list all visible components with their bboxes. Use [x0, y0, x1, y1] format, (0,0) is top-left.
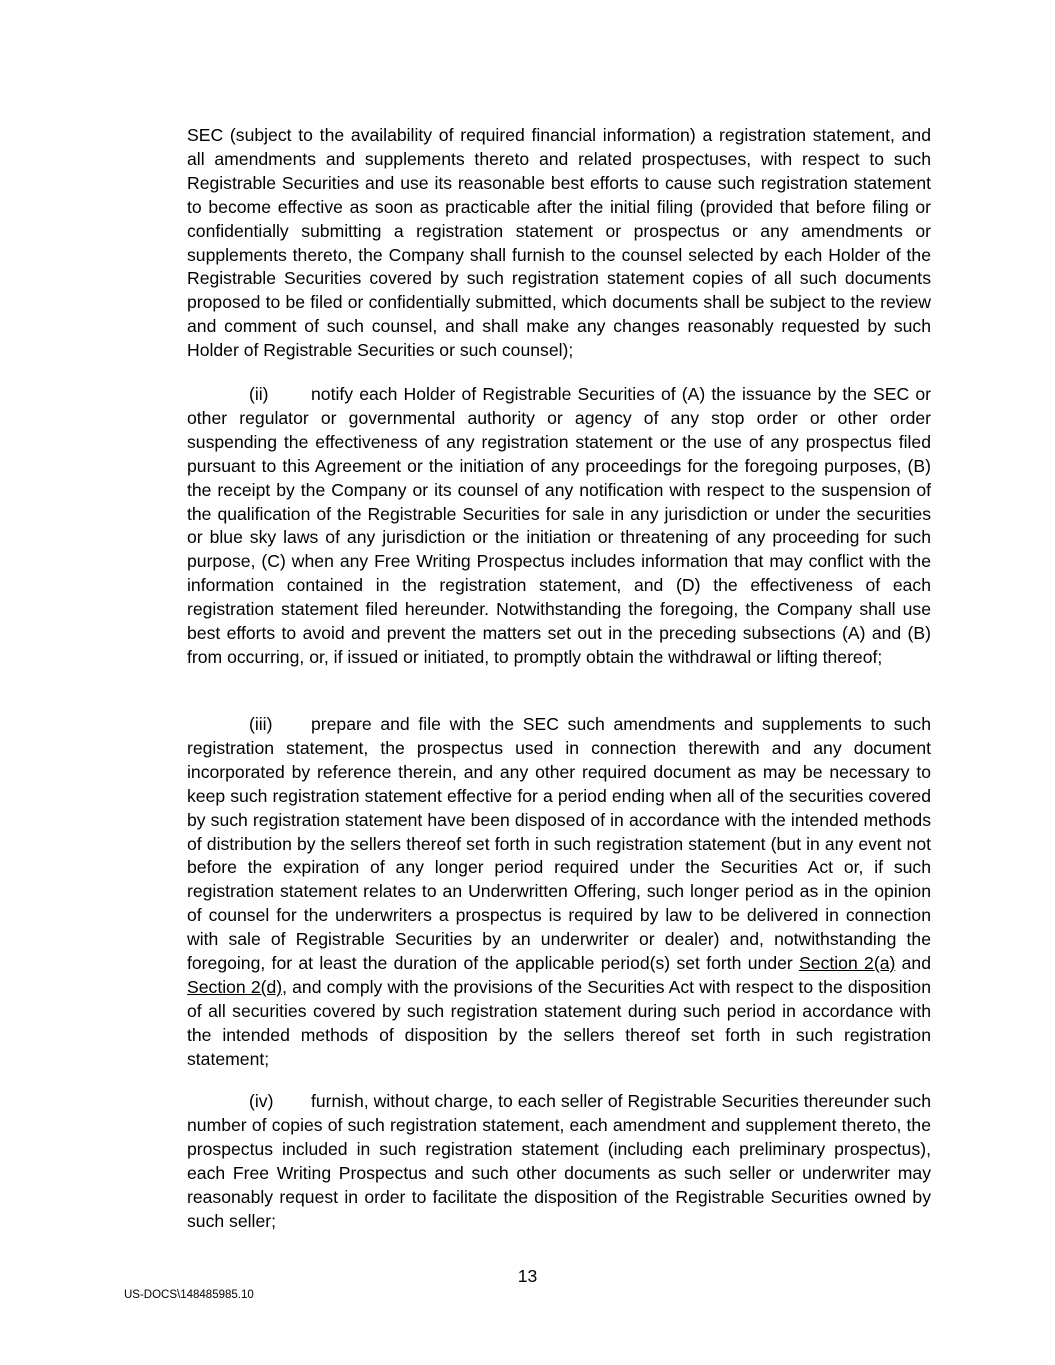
clause-numeral: (iii): [249, 714, 273, 734]
clause-text: furnish, without charge, to each seller of Registrable Securities thereunder such number of copies of such registration statement, each amendment and supplement thereto, the prospectus included in such registration statement (including each preliminary prospectus), each Free Writing Prospectus and such other documents as such seller or underwriter may reasonably request in order to facilitate the disposition of the Registrable Securities owned by such seller;: [187, 1091, 931, 1231]
document-id: US-DOCS\148485985.10: [124, 1289, 254, 1301]
section-2a-reference: Section 2(a): [799, 953, 896, 974]
clause-iii: [187, 713, 931, 1072]
clause-ii: [187, 383, 931, 670]
paragraph-text: SEC (subject to the availability of required financial information) a registration statement, and all amendments and supplements thereto and related prospectuses, with respect to such Registrable Securities and use its reasonable best efforts to cause such registration statement to become effective as soon as practicable after the initial filing (provided that before filing or confidentially submitting a registration statement or prospectus or any amendments or supplements thereto, the Company shall furnish to the counsel selected by each Holder of the Registrable Securities covered by such registration statement copies of all such documents proposed to be filed or confidentially submitted, which documents shall be subject to the review and comment of such counsel, and shall make any changes reasonably requested by such Holder of Registrable Securities or such counsel);: [187, 125, 931, 361]
section-2d-reference: Section 2(d),: [187, 976, 287, 997]
clause-text: notify each Holder of Registrable Securities of (A) the issuance by the SEC or other regulator or governmental authority or agency of any stop order or other order suspending the effectiveness of any registration statement or the use of any prospectus filed pursuant to this Agreement or the initiation of any proceedings for the foregoing purposes, (B) the receipt by the Company or its counsel of any notification with respect to the suspension of the qualification of the Registrable Securities for sale in any jurisdiction or under the securities or blue sky laws of any jurisdiction or the initiation or threatening of any proceeding for such purpose, (C) when any Free Writing Prospectus includes information that may conflict with the information contained in the registration statement, and (D) the effectiveness of each registration statement filed hereunder. Notwithstanding the foregoing, the Company shall use best efforts to avoid and prevent the matters set out in the preceding subsections (A) and (B) from occurring, or, if issued or initiated, to promptly obtain the withdrawal or lifting thereof;: [187, 384, 931, 667]
clause-text-end: and comply with the provisions of the Securities Act with respect to the disposition of all securities covered by such registration statement during such period in accordance with the intended methods of disposition by the sellers thereof set forth in such registration statement;: [187, 976, 931, 1069]
clause-text: prepare and file with the SEC such amendments and supplements to such registration statement, the prospectus used in connection therewith and any document incorporated by reference therein, and any other required document as may be necessary to keep such registration statement effective for a period ending when all of the securities covered by such registration statement have been disposed of in accordance with the intended methods of distribution by the sellers thereof set forth in such registration statement (but in any event not before the expiration of any longer period required under the Securities Act or, if such registration statement relates to an Underwritten Offering, such longer period as in the opinion of counsel for the underwriters a prospectus is required by law to be delivered in connection with sale of Registrable Securities by an underwriter or dealer) and, notwithstanding the foregoing, for at least the duration of the applicable period(s) set forth under: [187, 714, 931, 974]
clause-numeral: (iv): [249, 1091, 274, 1111]
clause-text-mid: and: [895, 953, 932, 974]
clause-iv: [187, 1090, 931, 1233]
page-number: 13: [517, 1266, 538, 1286]
paragraph-continuation: [187, 124, 931, 363]
clause-numeral: (ii): [249, 384, 269, 404]
